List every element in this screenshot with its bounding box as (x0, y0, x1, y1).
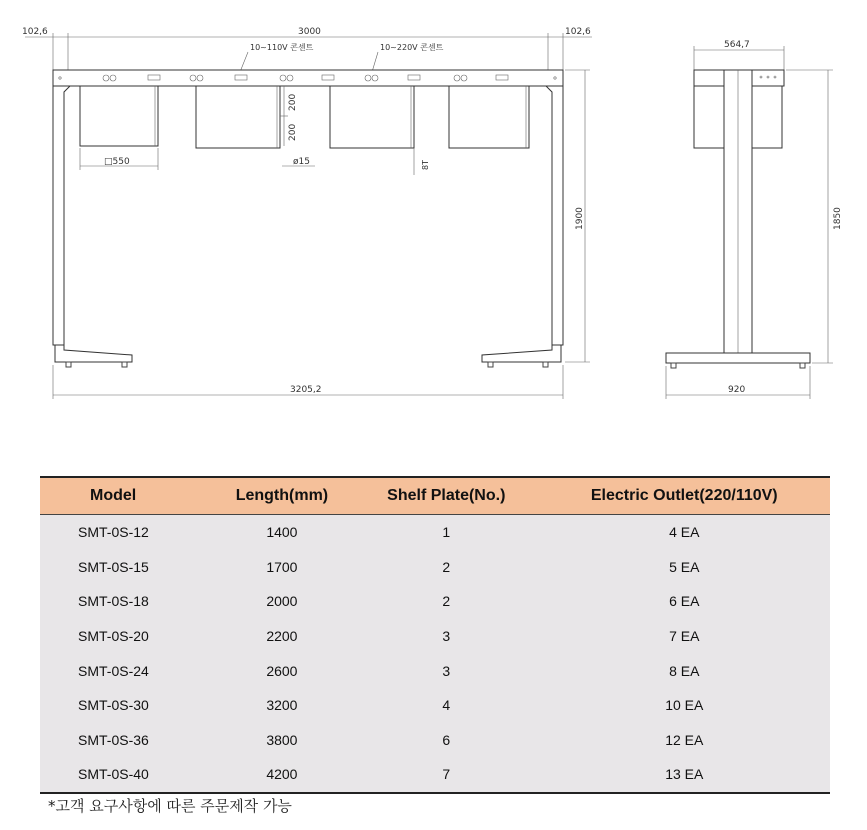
front-view (22, 27, 592, 399)
cell-outlet: 13 EA (539, 757, 830, 793)
dim-side-base-width: 920 (728, 385, 746, 395)
foot-left (55, 345, 132, 362)
dim-thickness: 8T (421, 160, 430, 170)
cell-model: SMT-0S-12 (40, 515, 210, 550)
cell-length: 2000 (210, 584, 354, 619)
dim-hole-dia: ø15 (293, 157, 310, 167)
cell-outlet: 12 EA (539, 723, 830, 758)
cell-outlet: 4 EA (539, 515, 830, 550)
dim-side-left: 102,6 (22, 27, 48, 37)
table-row (40, 688, 830, 723)
cell-length: 1400 (210, 515, 354, 550)
cell-length: 1700 (210, 550, 354, 585)
table-row (40, 584, 830, 619)
dim-shelf-h1: 200 (288, 93, 298, 111)
cell-model: SMT-0S-15 (40, 550, 210, 585)
dim-side-height: 1850 (833, 207, 843, 230)
cell-outlet: 6 EA (539, 584, 830, 619)
cell-shelf: 1 (354, 515, 539, 550)
table-row (40, 723, 830, 758)
dim-width-total: 3000 (298, 27, 321, 37)
cell-shelf: 2 (354, 584, 539, 619)
shelf-group (80, 86, 529, 148)
table-row (40, 653, 830, 688)
table-row (40, 515, 830, 550)
table-row (40, 619, 830, 654)
foot-right (482, 345, 561, 362)
leg-right (546, 86, 563, 345)
header-model: Model (40, 477, 210, 515)
cell-shelf: 3 (354, 619, 539, 654)
cell-shelf: 6 (354, 723, 539, 758)
table-row (40, 550, 830, 585)
cell-model: SMT-0S-36 (40, 723, 210, 758)
cell-model: SMT-0S-18 (40, 584, 210, 619)
cell-length: 2600 (210, 653, 354, 688)
dim-side-right: 102,6 (565, 27, 591, 37)
cell-model: SMT-0S-40 (40, 757, 210, 793)
cell-outlet: 10 EA (539, 688, 830, 723)
side-view (666, 40, 843, 399)
cell-shelf: 4 (354, 688, 539, 723)
header-shelf: Shelf Plate(No.) (354, 477, 539, 515)
leg-left (53, 86, 70, 345)
label-outlet-110: 10~110V 콘센트 (250, 43, 314, 52)
header-length: Length(mm) (210, 477, 354, 515)
cell-model: SMT-0S-20 (40, 619, 210, 654)
cell-outlet: 5 EA (539, 550, 830, 585)
custom-order-note: *고객 요구사항에 따른 주문제작 가능 (48, 797, 292, 815)
table-row (40, 757, 830, 793)
cell-outlet: 7 EA (539, 619, 830, 654)
cell-shelf: 3 (354, 653, 539, 688)
spec-table (40, 476, 830, 794)
top-beam (53, 70, 563, 86)
cell-length: 3200 (210, 688, 354, 723)
cell-model: SMT-0S-30 (40, 688, 210, 723)
cell-length: 4200 (210, 757, 354, 793)
dim-height: 1900 (575, 207, 585, 230)
label-outlet-220: 10~220V 콘센트 (380, 43, 444, 52)
cell-outlet: 8 EA (539, 653, 830, 688)
table-header-row (40, 477, 830, 515)
cell-length: 2200 (210, 619, 354, 654)
header-outlet: Electric Outlet(220/110V) (539, 477, 830, 515)
dim-base-width: 3205,2 (290, 385, 322, 395)
side-shelf-left (694, 86, 724, 148)
dim-shelf-width: □550 (104, 157, 130, 167)
dim-side-top-width: 564,7 (724, 40, 750, 50)
cell-length: 3800 (210, 723, 354, 758)
side-shelf-right (752, 86, 782, 148)
dim-shelf-h2: 200 (288, 123, 298, 141)
cell-model: SMT-0S-24 (40, 653, 210, 688)
cell-shelf: 7 (354, 757, 539, 793)
cell-shelf: 2 (354, 550, 539, 585)
side-base (666, 353, 810, 363)
